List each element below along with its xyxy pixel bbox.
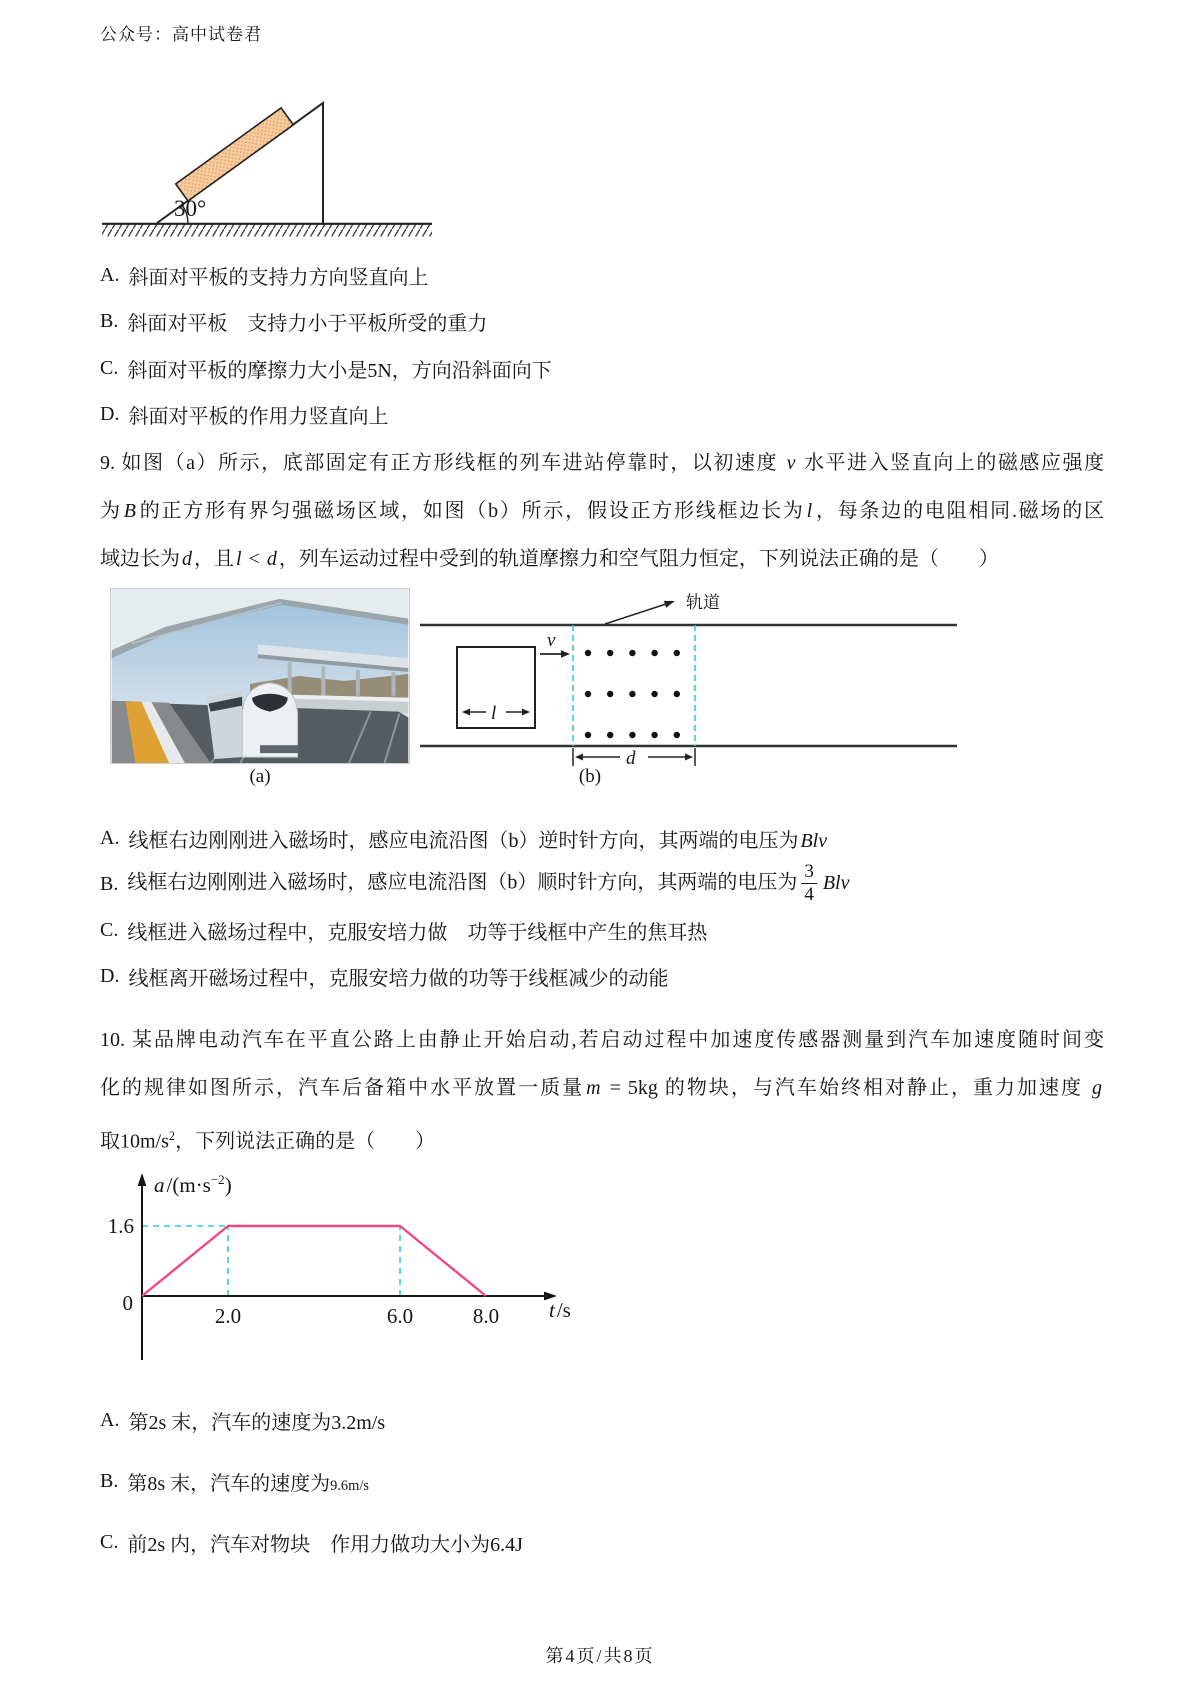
station-photo-figure: [110, 588, 410, 764]
ground-hatching: [102, 225, 432, 237]
l-arrowhead-right: [522, 709, 530, 716]
origin-label: 0: [122, 1291, 133, 1315]
q9-option-a: [100, 815, 1104, 861]
guide-lines: [142, 1226, 400, 1296]
coil-field-diagram: [420, 553, 965, 781]
l-arrowhead-left: [462, 709, 470, 716]
x-axis-label: t/s: [549, 1298, 571, 1322]
plank-on-incline: [176, 108, 294, 201]
svg-text:8.0: 8.0: [472, 1304, 500, 1328]
option-text: 斜面对平板的摩擦力大小是5N，方向沿斜面向下: [127, 359, 552, 382]
svg-text:1.6: 1.6: [107, 1214, 134, 1238]
q10-stem-line-1: 10. 某品牌电动汽车在平直公路上由静止开始启动,若启动过程中加速度传感器测量到汽车加速度随时间变: [100, 1029, 1104, 1051]
q9-option-c: [100, 907, 1104, 953]
q8-option-c: [100, 345, 1104, 392]
q9-option-b: [100, 861, 1104, 907]
q9-option-d: [100, 953, 1104, 999]
option-text: 线框右边刚刚进入磁场时，感应电流沿图（b）顺时针方向，其两端的电压为 $\frac{3}{4}$ Blv: [127, 861, 850, 905]
q8-option-a: [100, 252, 1104, 299]
y-axis-arrowhead: [138, 1173, 147, 1186]
option-text: 线框离开磁场过程中，克服安培力做的功等于线框减少的动能: [128, 967, 669, 990]
q9-stem-line-1: 9. 如图（a）所示，底部固定有正方形线框的列车进站停靠时，以初速度 v 水平进入竖直向上的磁感应强度: [100, 452, 1104, 474]
field-dots: [585, 650, 680, 738]
q10-option-c: [100, 1512, 1104, 1573]
page-header: 公众号：高中试卷君: [100, 25, 262, 44]
option-label: A.: [100, 263, 120, 286]
side-length-label: l: [491, 703, 497, 724]
option-text: 第8s 末，汽车的速度为9.6m/s: [127, 1473, 369, 1495]
y-axis-label: $a/(m\cdot s^{-2})$: [154, 1172, 232, 1197]
option-text: 第2s 末，汽车的速度为3.2m/s: [128, 1412, 386, 1434]
option-label: B.: [100, 872, 119, 895]
q10-stem-line-3: 取$10m/s^2$，下列说法正确的是（ ）: [100, 1129, 436, 1153]
q8-option-b: [100, 299, 1104, 346]
y-tick-labels: [108, 1214, 134, 1238]
svg-text:2.0: 2.0: [214, 1304, 242, 1328]
option-label: C.: [100, 1531, 119, 1553]
q10-option-a: [100, 1390, 1104, 1451]
q8-options: [100, 252, 1104, 438]
d-arrowhead-left: [575, 754, 583, 761]
track-label: 轨道: [686, 593, 720, 612]
accel-curve: [142, 1226, 486, 1296]
field-width-label: d: [626, 748, 636, 769]
accel-graph-svg: [95, 1080, 615, 1372]
option-text: 线框进入磁场过程中，克服安培力做 功等于线框中产生的焦耳热: [127, 921, 708, 944]
q10-stem-line-2: 化的规律如图所示，汽车后备箱中水平放置一质量 m = 5kg 的物块，与汽车始终相对静止，重力加速度 g: [100, 1077, 1103, 1099]
option-label: A.: [100, 826, 120, 849]
velocity-label: v: [547, 630, 556, 651]
angle-label: 30°: [174, 196, 207, 221]
option-label: D.: [100, 964, 120, 987]
option-label: D.: [100, 403, 120, 426]
option-text: 前2s 内，汽车对物块 作用力做功大小为6.4J: [127, 1534, 523, 1556]
option-label: C.: [100, 918, 119, 941]
q10-option-b: [100, 1451, 1104, 1512]
option-text: 斜面对平板的作用力竖直向上: [128, 406, 389, 429]
option-label: A.: [100, 1409, 120, 1431]
option-label: B.: [100, 1470, 119, 1492]
incline-figure: [98, 85, 443, 240]
accel-time-graph: [95, 1080, 615, 1372]
page-footer: 第4页/共8页: [545, 1646, 655, 1666]
q10-options: [100, 1390, 1104, 1573]
track-pointer-arrowhead: [664, 601, 675, 608]
q8-option-d: [100, 392, 1104, 439]
q9-stem-line-2: 为 B 的正方形有界匀强磁场区域，如图（b）所示，假设正方形线框边长为 l ，每条边的电阻相同.磁场的区: [100, 500, 1105, 522]
track-pointer-line: [605, 604, 666, 624]
option-label: B.: [100, 310, 119, 333]
svg-text:6.0: 6.0: [386, 1304, 414, 1328]
option-text: 斜面对平板的支持力方向竖直向上: [128, 266, 429, 289]
x-tick-labels: [215, 1304, 499, 1328]
option-text: 斜面对平板 支持力小于平板所受的重力: [127, 313, 488, 336]
option-label: C.: [100, 356, 119, 379]
station-photo: [111, 589, 409, 763]
q9-stem-line-3: 域边长为 d ，且 l < d ，列车运动过程中受到的轨道摩擦力和空气阻力恒定，下列说法正确的是（ ）: [100, 548, 999, 570]
d-arrowhead-right: [685, 754, 693, 761]
figure-a-caption: (a): [249, 766, 271, 787]
q9-options: [100, 815, 1104, 999]
option-text: 线框右边刚刚进入磁场时，感应电流沿图（b）逆时针方向，其两端的电压为 Blv: [128, 829, 828, 852]
figure-b-caption: (b): [578, 766, 602, 787]
velocity-arrowhead: [561, 650, 570, 658]
